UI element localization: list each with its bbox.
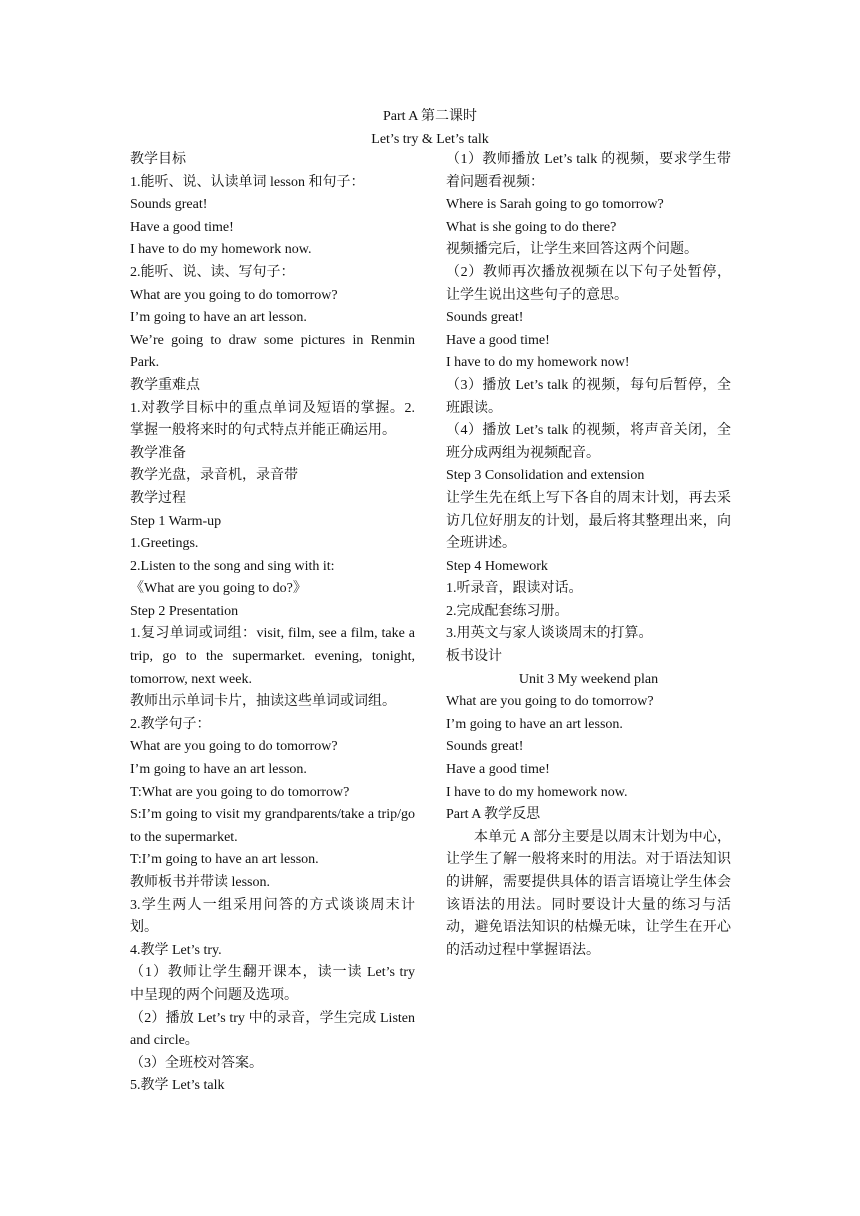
text-line: 教学准备: [130, 445, 186, 461]
text-line: I have to do my homework now.: [130, 242, 312, 258]
text-line: I’m going to have an art lesson.: [446, 716, 623, 732]
text-line: Unit 3 My weekend plan: [518, 671, 659, 687]
text-line: I’m going to have an art lesson.: [130, 762, 307, 778]
text-line: 3.用英文与家人谈谈周末的打算。: [446, 626, 653, 642]
text-line: 2.教学句子：: [130, 716, 211, 732]
text-line: 2.完成配套练习册。: [446, 603, 569, 619]
document-header: [0, 106, 860, 151]
lesson-title: Part A 第二课时: [382, 109, 478, 124]
lesson-subtitle: Let’s try & Let’s talk: [371, 131, 489, 147]
text-line: 教学过程: [130, 490, 186, 506]
text-line: （3）播放 Let’s talk 的视频，每句后暂停，全班跟读。: [446, 377, 731, 416]
text-line: What is she going to do there?: [446, 219, 617, 235]
text-line: What are you going to do tomorrow?: [446, 694, 654, 710]
text-line: 教学重难点: [130, 377, 200, 393]
text-line: 1.Greetings.: [130, 536, 199, 552]
text-line: What are you going to do tomorrow?: [130, 739, 338, 755]
text-line: 5.教学 Let’s talk: [130, 1078, 225, 1094]
text-line: Sounds great!: [446, 310, 524, 326]
left-column: [130, 149, 415, 1098]
text-line: 4.教学 Let’s try.: [130, 942, 222, 958]
text-line: 教师出示单词卡片，抽读这些单词或词组。: [130, 694, 396, 710]
text-line: 教学光盘，录音机，录音带: [130, 468, 298, 484]
text-line: Part A 教学反思: [446, 807, 541, 823]
text-line: 本单元 A 部分主要是以周末计划为中心，让学生了解一般将来时的用法。对于语法知识的讲解，需要提供具体的语言语境让学生体会该语法的用法。同时要设计大量的练习与活动，避免语法知识的枯燥无味，让学生在开心的活动过程中掌握语法。: [446, 829, 731, 958]
text-line: What are you going to do tomorrow?: [130, 287, 338, 303]
text-line: Sounds great!: [130, 197, 208, 213]
text-line: 2.能听、说、读、写句子：: [130, 264, 295, 280]
text-line: I have to do my homework now!: [446, 355, 630, 371]
text-line: Step 2 Presentation: [130, 603, 239, 619]
text-line: （4）播放 Let’s talk 的视频，将声音关闭，全班分成两组为视频配音。: [446, 423, 731, 461]
text-line: 2.Listen to the song and sing with it:: [130, 558, 335, 574]
text-line: Have a good time!: [446, 762, 550, 778]
text-line: S:I’m going to visit my grandparents/take a trip/go to the supermarket.: [130, 807, 415, 845]
text-line: （3）全班校对答案。: [130, 1055, 263, 1071]
text-line: Step 1 Warm-up: [130, 513, 222, 529]
text-line: Have a good time!: [130, 219, 234, 235]
text-line: T:I’m going to have an art lesson.: [130, 852, 319, 868]
text-line: 1.听录音，跟读对话。: [446, 581, 583, 597]
text-line: 1.复习单词或词组：visit, film, see a film, take a trip, go to the supermarket. evening, tonight, tomorrow, next week.: [130, 626, 415, 687]
text-line: 3.学生两人一组采用问答的方式谈谈周末计划。: [130, 897, 415, 936]
text-line: 《What are you going to do?》: [130, 581, 307, 597]
right-column: [446, 149, 731, 962]
text-line: （2）教师再次播放视频在以下句子处暂停，让学生说出这些句子的意思。: [446, 264, 731, 303]
text-line: T:What are you going to do tomorrow?: [130, 784, 350, 800]
text-line: 1.能听、说、认读单词 lesson 和句子：: [130, 174, 365, 190]
text-line: Have a good time!: [446, 332, 550, 348]
text-line: I’m going to have an art lesson.: [130, 310, 307, 326]
text-line: 教学目标: [130, 152, 186, 167]
text-line: 板书设计: [446, 649, 502, 665]
text-line: Step 4 Homework: [446, 558, 548, 574]
text-line: 1.对教学目标中的重点单词及短语的掌握。2.掌握一般将来时的句式特点并能正确运用。: [130, 400, 415, 439]
text-line: Sounds great!: [446, 739, 524, 755]
text-line: We’re going to draw some pictures in Renmin Park.: [130, 332, 415, 371]
text-line: 教师板书并带读 lesson.: [130, 875, 270, 890]
text-line: 视频播完后，让学生来回答这两个问题。: [446, 242, 698, 258]
text-line: 让学生先在纸上写下各自的周末计划，再去采访几位好朋友的计划，最后将其整理出来，向全班讲述。: [446, 490, 731, 552]
text-line: I have to do my homework now.: [446, 784, 628, 800]
text-line: Step 3 Consolidation and extension: [446, 468, 645, 484]
text-line: （2）播放 Let’s try 中的录音，学生完成 Listen and circle。: [130, 1010, 415, 1049]
text-line: Where is Sarah going to go tomorrow?: [446, 197, 664, 213]
text-line: （1）教师播放 Let’s talk 的视频，要求学生带着问题看视频：: [446, 152, 731, 190]
text-line: （1）教师让学生翻开课本，读一读 Let’s try 中呈现的两个问题及选项。: [130, 965, 415, 1003]
